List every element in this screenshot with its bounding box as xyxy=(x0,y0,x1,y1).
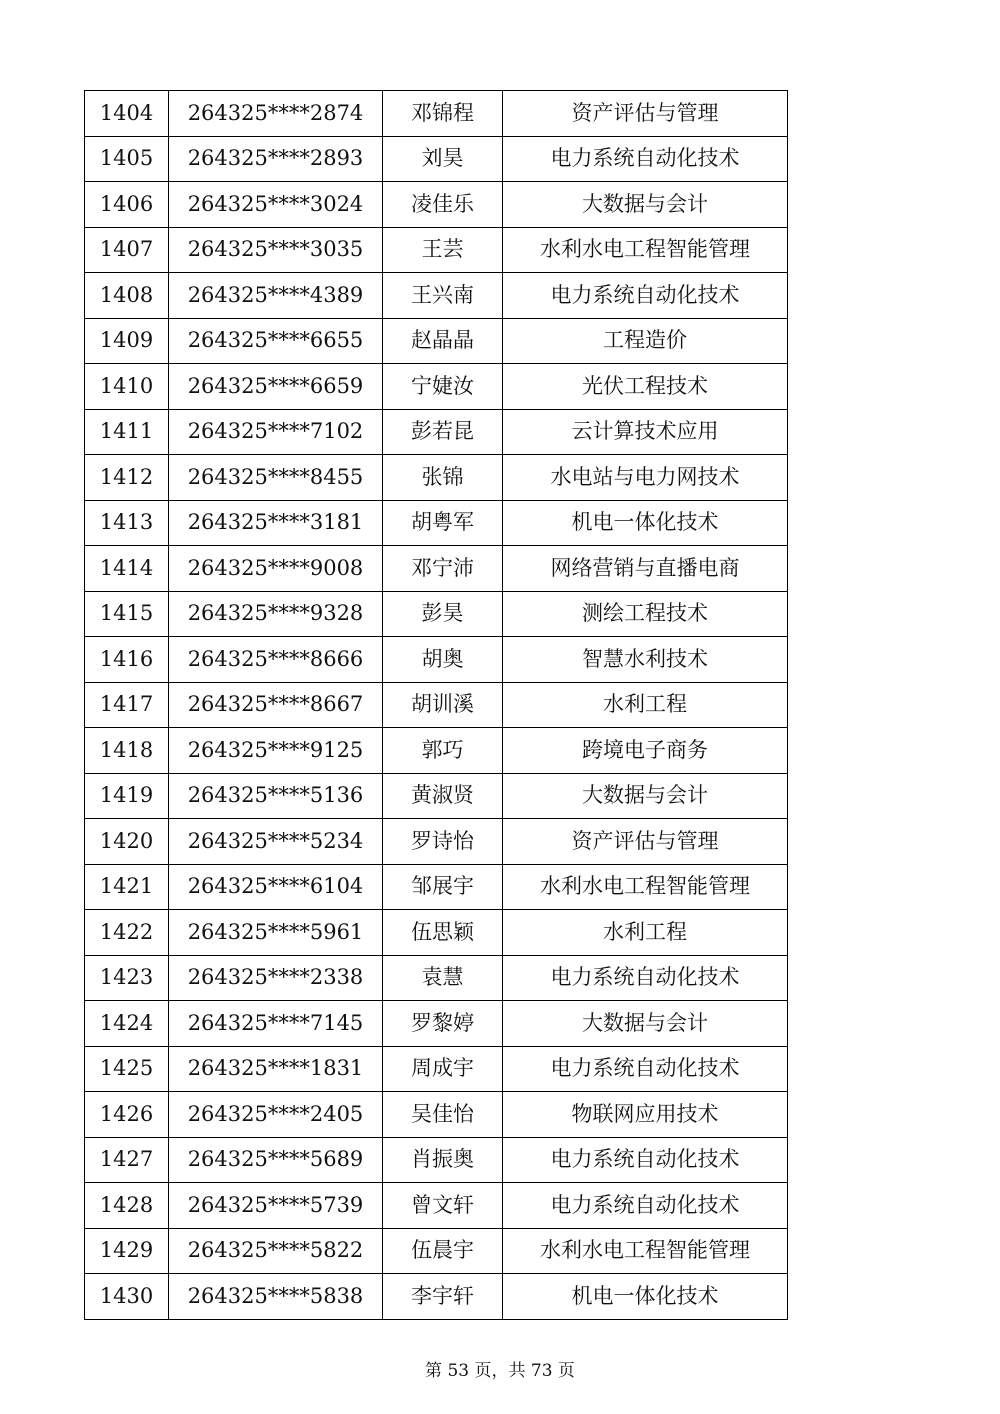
major-cell: 电力系统自动化技术 xyxy=(503,1183,788,1229)
id-cell: 264325****8455 xyxy=(169,455,383,501)
table-row xyxy=(85,728,788,774)
name-cell: 王芸 xyxy=(383,227,503,273)
seq-cell: 1418 xyxy=(85,728,169,774)
table-row xyxy=(85,1046,788,1092)
major-cell: 工程造价 xyxy=(503,318,788,364)
id-cell: 264325****8667 xyxy=(169,682,383,728)
name-cell: 凌佳乐 xyxy=(383,182,503,228)
name-cell: 刘昊 xyxy=(383,136,503,182)
major-cell: 资产评估与管理 xyxy=(503,91,788,137)
major-cell: 电力系统自动化技术 xyxy=(503,955,788,1001)
id-cell: 264325****5136 xyxy=(169,773,383,819)
table-row xyxy=(85,864,788,910)
major-cell: 智慧水利技术 xyxy=(503,637,788,683)
table-row xyxy=(85,546,788,592)
seq-cell: 1425 xyxy=(85,1046,169,1092)
table-row xyxy=(85,591,788,637)
major-cell: 水利工程 xyxy=(503,910,788,956)
seq-cell: 1415 xyxy=(85,591,169,637)
major-cell: 云计算技术应用 xyxy=(503,409,788,455)
table-row xyxy=(85,682,788,728)
major-cell: 资产评估与管理 xyxy=(503,819,788,865)
name-cell: 吴佳怡 xyxy=(383,1092,503,1138)
id-cell: 264325****7102 xyxy=(169,409,383,455)
id-cell: 264325****1831 xyxy=(169,1046,383,1092)
table-row xyxy=(85,819,788,865)
seq-cell: 1422 xyxy=(85,910,169,956)
seq-cell: 1407 xyxy=(85,227,169,273)
seq-cell: 1406 xyxy=(85,182,169,228)
table-row xyxy=(85,273,788,319)
major-cell: 电力系统自动化技术 xyxy=(503,1137,788,1183)
id-cell: 264325****6659 xyxy=(169,364,383,410)
seq-cell: 1428 xyxy=(85,1183,169,1229)
name-cell: 罗黎婷 xyxy=(383,1001,503,1047)
id-cell: 264325****6655 xyxy=(169,318,383,364)
roster-table-body xyxy=(85,91,788,1320)
seq-cell: 1427 xyxy=(85,1137,169,1183)
table-row xyxy=(85,1092,788,1138)
name-cell: 伍思颖 xyxy=(383,910,503,956)
table-row xyxy=(85,91,788,137)
id-cell: 264325****9008 xyxy=(169,546,383,592)
name-cell: 张锦 xyxy=(383,455,503,501)
name-cell: 邓宁沛 xyxy=(383,546,503,592)
id-cell: 264325****2338 xyxy=(169,955,383,1001)
major-cell: 机电一体化技术 xyxy=(503,500,788,546)
roster-table xyxy=(84,90,788,1320)
major-cell: 水电站与电力网技术 xyxy=(503,455,788,501)
major-cell: 大数据与会计 xyxy=(503,773,788,819)
major-cell: 电力系统自动化技术 xyxy=(503,136,788,182)
major-cell: 大数据与会计 xyxy=(503,1001,788,1047)
id-cell: 264325****2874 xyxy=(169,91,383,137)
name-cell: 胡粤军 xyxy=(383,500,503,546)
id-cell: 264325****7145 xyxy=(169,1001,383,1047)
seq-cell: 1429 xyxy=(85,1228,169,1274)
major-cell: 电力系统自动化技术 xyxy=(503,1046,788,1092)
major-cell: 网络营销与直播电商 xyxy=(503,546,788,592)
major-cell: 跨境电子商务 xyxy=(503,728,788,774)
major-cell: 光伏工程技术 xyxy=(503,364,788,410)
table-row xyxy=(85,500,788,546)
id-cell: 264325****4389 xyxy=(169,273,383,319)
name-cell: 肖振奥 xyxy=(383,1137,503,1183)
id-cell: 264325****3181 xyxy=(169,500,383,546)
name-cell: 胡训溪 xyxy=(383,682,503,728)
name-cell: 邓锦程 xyxy=(383,91,503,137)
name-cell: 黄淑贤 xyxy=(383,773,503,819)
major-cell: 测绘工程技术 xyxy=(503,591,788,637)
seq-cell: 1420 xyxy=(85,819,169,865)
name-cell: 周成宇 xyxy=(383,1046,503,1092)
table-row xyxy=(85,409,788,455)
table-row xyxy=(85,955,788,1001)
seq-cell: 1413 xyxy=(85,500,169,546)
name-cell: 邹展宇 xyxy=(383,864,503,910)
major-cell: 大数据与会计 xyxy=(503,182,788,228)
name-cell: 赵晶晶 xyxy=(383,318,503,364)
seq-cell: 1417 xyxy=(85,682,169,728)
id-cell: 264325****5689 xyxy=(169,1137,383,1183)
id-cell: 264325****3024 xyxy=(169,182,383,228)
id-cell: 264325****9328 xyxy=(169,591,383,637)
id-cell: 264325****5822 xyxy=(169,1228,383,1274)
id-cell: 264325****9125 xyxy=(169,728,383,774)
major-cell: 电力系统自动化技术 xyxy=(503,273,788,319)
id-cell: 264325****5234 xyxy=(169,819,383,865)
seq-cell: 1414 xyxy=(85,546,169,592)
seq-cell: 1430 xyxy=(85,1274,169,1320)
major-cell: 水利工程 xyxy=(503,682,788,728)
seq-cell: 1421 xyxy=(85,864,169,910)
seq-cell: 1423 xyxy=(85,955,169,1001)
seq-cell: 1410 xyxy=(85,364,169,410)
name-cell: 袁慧 xyxy=(383,955,503,1001)
major-cell: 水利水电工程智能管理 xyxy=(503,1228,788,1274)
seq-cell: 1404 xyxy=(85,91,169,137)
table-row xyxy=(85,136,788,182)
id-cell: 264325****3035 xyxy=(169,227,383,273)
seq-cell: 1408 xyxy=(85,273,169,319)
table-row xyxy=(85,910,788,956)
seq-cell: 1426 xyxy=(85,1092,169,1138)
seq-cell: 1412 xyxy=(85,455,169,501)
id-cell: 264325****5838 xyxy=(169,1274,383,1320)
table-row xyxy=(85,637,788,683)
name-cell: 胡奥 xyxy=(383,637,503,683)
major-cell: 水利水电工程智能管理 xyxy=(503,227,788,273)
id-cell: 264325****5961 xyxy=(169,910,383,956)
name-cell: 王兴南 xyxy=(383,273,503,319)
table-row xyxy=(85,318,788,364)
seq-cell: 1411 xyxy=(85,409,169,455)
id-cell: 264325****6104 xyxy=(169,864,383,910)
name-cell: 曾文轩 xyxy=(383,1183,503,1229)
seq-cell: 1416 xyxy=(85,637,169,683)
name-cell: 彭若昆 xyxy=(383,409,503,455)
id-cell: 264325****5739 xyxy=(169,1183,383,1229)
name-cell: 郭巧 xyxy=(383,728,503,774)
name-cell: 罗诗怡 xyxy=(383,819,503,865)
table-row xyxy=(85,1137,788,1183)
id-cell: 264325****8666 xyxy=(169,637,383,683)
table-row xyxy=(85,227,788,273)
table-row xyxy=(85,182,788,228)
name-cell: 彭昊 xyxy=(383,591,503,637)
table-row xyxy=(85,455,788,501)
table-row xyxy=(85,773,788,819)
name-cell: 伍晨宇 xyxy=(383,1228,503,1274)
seq-cell: 1405 xyxy=(85,136,169,182)
name-cell: 李宇轩 xyxy=(383,1274,503,1320)
seq-cell: 1424 xyxy=(85,1001,169,1047)
name-cell: 宁婕汝 xyxy=(383,364,503,410)
table-row xyxy=(85,1001,788,1047)
table-row xyxy=(85,1228,788,1274)
table-row xyxy=(85,1274,788,1320)
id-cell: 264325****2405 xyxy=(169,1092,383,1138)
major-cell: 物联网应用技术 xyxy=(503,1092,788,1138)
major-cell: 机电一体化技术 xyxy=(503,1274,788,1320)
table-row xyxy=(85,1183,788,1229)
page-footer: 第 53 页，共 73 页 xyxy=(425,1361,575,1381)
major-cell: 水利水电工程智能管理 xyxy=(503,864,788,910)
seq-cell: 1419 xyxy=(85,773,169,819)
id-cell: 264325****2893 xyxy=(169,136,383,182)
seq-cell: 1409 xyxy=(85,318,169,364)
table-row xyxy=(85,364,788,410)
